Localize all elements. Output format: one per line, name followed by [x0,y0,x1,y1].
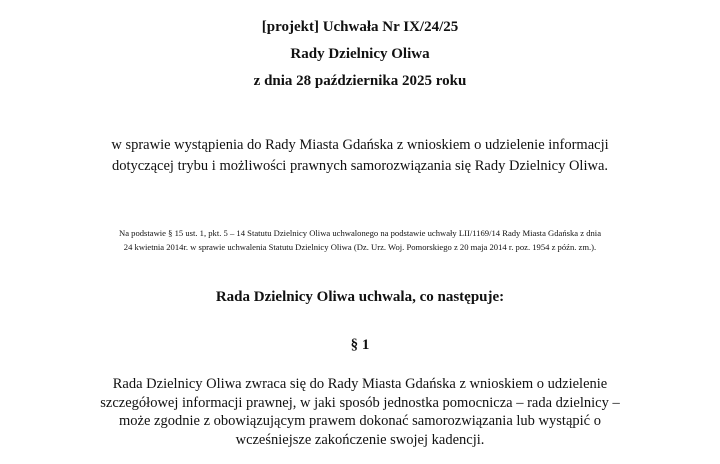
subject-line: dotyczącej trybu i możliwości prawnych samorozwiązania się Rady Dzielnicy Oliwa. [111,158,609,174]
legal-basis-line: Na podstawie § 15 ust. 1, pkt. 5 – 14 Statutu Dzielnicy Oliwa uchwalonego na podstawie uchwały LII/1169/14 Rady Miasta Gdańska z dnia [118,228,602,238]
resolution-title: [projekt] Uchwała Nr IX/24/25 [261,19,459,35]
legal-basis [70,226,650,254]
resolution-intro: Rada Dzielnicy Oliwa uchwala, co następuje: [215,289,505,305]
issuer-name: Rady Dzielnicy Oliwa [290,46,430,62]
subject-line: w sprawie wystąpienia do Rady Miasta Gdańska z wnioskiem o udzielenie informacji [111,137,609,153]
resolution-subject [60,135,660,177]
body-line: może zgodnie z obowiązującym prawem dokonać samorozwiązania lub wystąpić o [119,413,601,429]
section-body [90,375,630,449]
section-mark: § 1 [350,337,370,353]
resolution-date: z dnia 28 października 2025 roku [253,73,467,89]
body-line: szczegółowej informacji prawnej, w jaki sposób jednostka pomocnicza – rada dzielnicy – [100,394,620,411]
body-line: wcześniejsze zakończenie swojej kadencji. [235,431,485,448]
legal-basis-line: 24 kwietnia 2014r. w sprawie uchwalenia Statutu Dzielnicy Oliwa (Dz. Urz. Woj. Pomorskiego z 20 maja 2014 r. poz. 1954 z późn. zm.). [123,242,597,252]
body-line: Rada Dzielnicy Oliwa zwraca się do Rady Miasta Gdańska z wnioskiem o udzielenie [112,376,608,392]
